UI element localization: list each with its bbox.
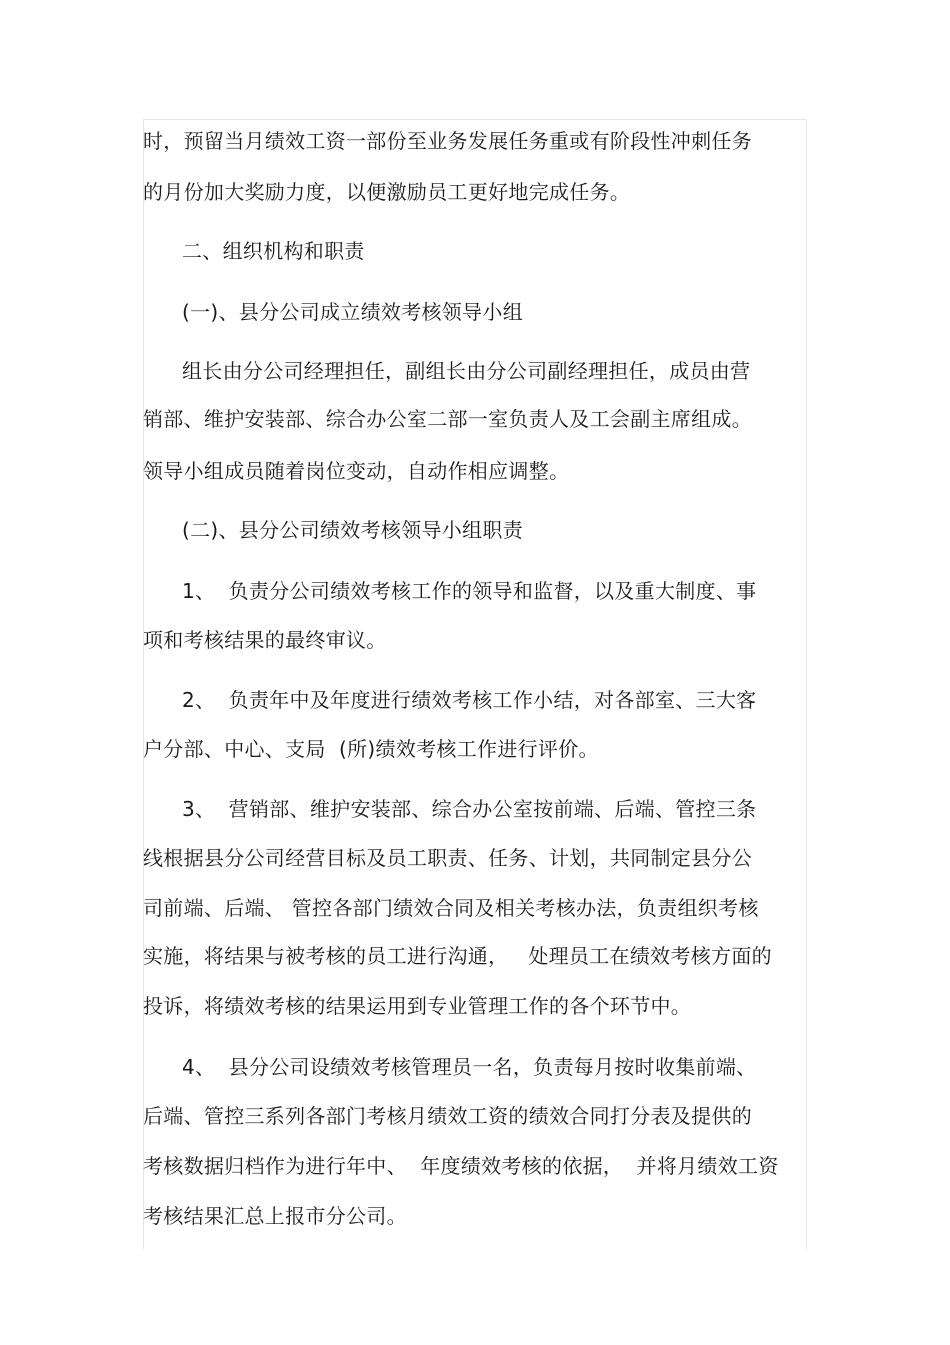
- subsection-heading: (一)、县分公司成立绩效考核领导小组: [182, 300, 524, 324]
- list-item: 4、 县分公司设绩效考核管理员一名，负责每月按时收集前端、: [182, 1055, 757, 1079]
- text-line: 考核结果汇总上报市分公司。: [143, 1204, 407, 1228]
- list-item: 2、 负责年中及年度进行绩效考核工作小结，对各部室、三大客: [182, 688, 757, 712]
- list-item: 1、 负责分公司绩效考核工作的领导和监督，以及重大制度、事: [182, 579, 757, 603]
- section-heading: 二、组织机构和职责: [182, 239, 365, 263]
- text-line: 投诉，将绩效考核的结果运用到专业管理工作的各个环节中。: [143, 994, 692, 1018]
- text-line: 组长由分公司经理担任，副组长由分公司副经理担任，成员由营: [182, 359, 751, 383]
- text-line: 领导小组成员随着岗位变动，自动作相应调整。: [143, 459, 570, 483]
- text-line: 后端、管控三系列各部门考核月绩效工资的绩效合同打分表及提供的: [143, 1104, 752, 1128]
- text-line: 线根据县分公司经营目标及员工职责、任务、计划，共同制定县分公: [143, 846, 752, 870]
- text-line: 户分部、中心、支局 (所)绩效考核工作进行评价。: [143, 737, 599, 761]
- text-line: 时，预留当月绩效工资一部份至业务发展任务重或有阶段性冲刺任务: [143, 129, 752, 153]
- text-line: 考核数据归档作为进行年中、 年度绩效考核的依据， 并将月绩效工资: [143, 1154, 779, 1178]
- text-line: 销部、维护安装部、综合办公室二部一室负责人及工会副主席组成。: [143, 407, 752, 431]
- list-item: 3、 营销部、维护安装部、综合办公室按前端、后端、管控三条: [182, 797, 757, 821]
- subsection-heading: (二)、县分公司绩效考核领导小组职责: [182, 518, 524, 542]
- text-line: 司前端、后端、 管控各部门绩效合同及相关考核办法，负责组织考核: [143, 896, 759, 920]
- text-line: 项和考核结果的最终审议。: [143, 628, 387, 652]
- text-line: 的月份加大奖励力度，以便激励员工更好地完成任务。: [143, 180, 631, 204]
- text-line: 实施，将结果与被考核的员工进行沟通， 处理员工在绩效考核方面的: [143, 944, 772, 968]
